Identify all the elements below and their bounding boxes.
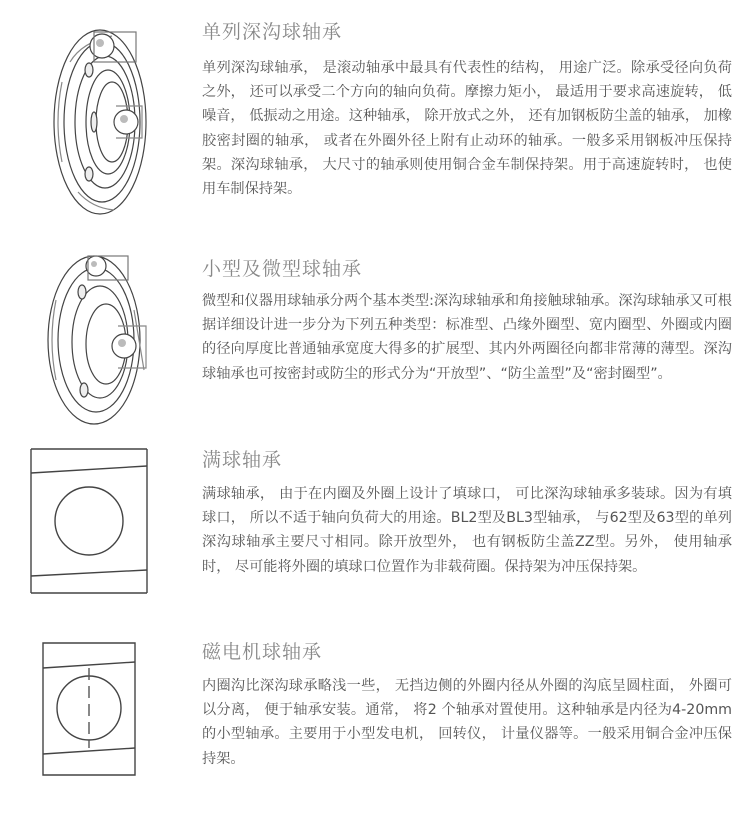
section-title: 单列深沟球轴承 bbox=[202, 21, 343, 43]
section-text: 满球轴承， 由于在内圈及外圈上设计了填球口， 可比深沟球轴承多装球。因为有填球口， 所以不适于轴向负荷大的用途。BL2型及BL3型轴承， 与62型及63型的单列深沟球轴承主要尺寸相同。除开放型外， 也有钢板防尘盖ZZ型。另外， 使用轴承时， 尽可能将外圈的填球口位置作为非载荷圈。保持架为冲压保持架。 bbox=[202, 486, 732, 575]
section-text: 微型和仪器用球轴承分两个基本类型:深沟球轴承和角接触球轴承。深沟球轴承又可根据详细设计进一步分为下列五种类型：标准型、凸缘外圈型、宽内圈型、外圈或内圈的径向厚度比普通轴承宽度大得多的扩展型、其内外两圈径向都非常薄的薄型。深沟球轴承也可按密封或防尘的形式分为“开放型”、“防尘盖型”及“密封圈型”。 bbox=[202, 293, 732, 382]
deep-groove-bearing-drawing bbox=[42, 22, 152, 222]
section-text: 单列深沟球轴承， 是滚动轴承中最具有代表性的结构， 用途广泛。除承受径向负荷之外， 还可以承受二个方向的轴向负荷。摩擦力矩小， 最适用于要求高速旋转， 低噪音， 低振动之用途。这种轴承， 除开放式之外， 还有加钢板防尘盖的轴承， 加橡胶密封圈的轴承， 或者在外圈外径上附有止动环的轴承。一般多采用钢板冲压保持架。深沟球轴承， 大尺寸的轴承则使用铜合金车制保持架。用于高速旋转时， 也使用车制保持架。 bbox=[202, 60, 732, 198]
section-text: 内圈沟比深沟球承略浅一些， 无挡边侧的外圈内径从外圈的沟底呈圆柱面， 外圈可以分离， 便于轴承安装。通常， 将2 个轴承对置使用。这种轴承是内径为4-20mm的小型轴承。主要用于小型发电机， 回转仪， 计量仪器等。一般采用铜合金冲压保持架。 bbox=[202, 678, 732, 767]
magneto-bearing-section bbox=[40, 640, 138, 778]
miniature-bearing-figure bbox=[36, 250, 156, 430]
full-complement-bearing-section bbox=[28, 446, 150, 596]
miniature-bearing-drawing bbox=[36, 250, 156, 430]
section-title: 磁电机球轴承 bbox=[202, 641, 323, 663]
deep-groove-bearing-figure bbox=[42, 22, 152, 222]
full-complement-bearing-figure bbox=[28, 446, 150, 596]
magneto-bearing-figure bbox=[40, 640, 138, 778]
section-title: 满球轴承 bbox=[202, 449, 283, 471]
section-title: 小型及微型球轴承 bbox=[202, 258, 363, 280]
